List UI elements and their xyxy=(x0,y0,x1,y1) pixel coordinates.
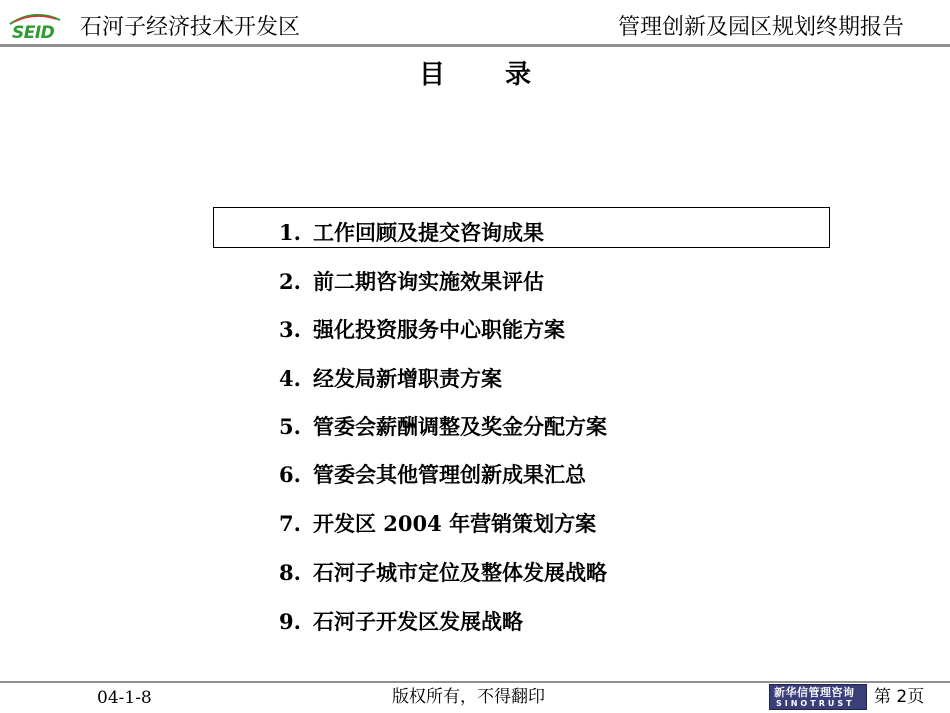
toc-item-number: 1. xyxy=(279,220,301,245)
footer-copyright: 版权所有，不得翻印 xyxy=(392,687,545,707)
toc-item-label: 石河子开发区发展战略 xyxy=(313,609,523,634)
seid-logo-text: SEID xyxy=(12,23,55,43)
toc-item[interactable] xyxy=(279,306,565,354)
toc-item-label: 石河子城市定位及整体发展战略 xyxy=(313,560,607,585)
toc-item-label: 管委会薪酬调整及奖金分配方案 xyxy=(313,414,607,439)
seid-logo xyxy=(4,10,64,43)
toc-item-number: 6. xyxy=(279,462,301,487)
toc-item[interactable] xyxy=(279,500,596,548)
toc-item-label: 经发局新增职责方案 xyxy=(313,366,502,391)
toc-item-label: 开发区 2004 年营销策划方案 xyxy=(313,511,597,536)
toc-item[interactable] xyxy=(279,258,544,306)
toc-item-number: 7. xyxy=(279,511,301,536)
page-title: 目录 xyxy=(418,60,591,90)
toc-item-label: 强化投资服务中心职能方案 xyxy=(313,317,565,342)
toc-item-number: 3. xyxy=(279,317,301,342)
toc-item-number: 2. xyxy=(279,269,301,294)
toc-item[interactable] xyxy=(279,209,544,257)
sinotrust-logo xyxy=(769,684,867,710)
toc-item-label: 工作回顾及提交咨询成果 xyxy=(313,220,544,245)
toc-item[interactable] xyxy=(279,355,502,403)
toc-item[interactable] xyxy=(279,451,586,499)
toc-item-number: 5. xyxy=(279,414,301,439)
sinotrust-logo-en: SINOTRUST xyxy=(776,699,855,708)
toc-item-label: 前二期咨询实施效果评估 xyxy=(313,269,544,294)
toc-item[interactable] xyxy=(279,403,607,451)
footer-date: 04-1-8 xyxy=(97,688,152,708)
sinotrust-logo-cn: 新华信管理咨询 xyxy=(774,686,855,699)
toc-item-number: 8. xyxy=(279,560,301,585)
header xyxy=(0,0,950,46)
toc-item[interactable] xyxy=(279,598,523,646)
header-right-title: 管理创新及园区规划终期报告 xyxy=(617,15,904,40)
toc-item[interactable] xyxy=(279,549,607,597)
page-number: 第 2页 xyxy=(874,687,925,707)
toc-item-label: 管委会其他管理创新成果汇总 xyxy=(313,462,586,487)
footer-divider xyxy=(0,681,950,683)
header-left-title: 石河子经济技术开发区 xyxy=(80,15,301,40)
header-divider xyxy=(0,44,950,47)
toc-item-number: 9. xyxy=(279,609,301,634)
toc-item-number: 4. xyxy=(279,366,301,391)
